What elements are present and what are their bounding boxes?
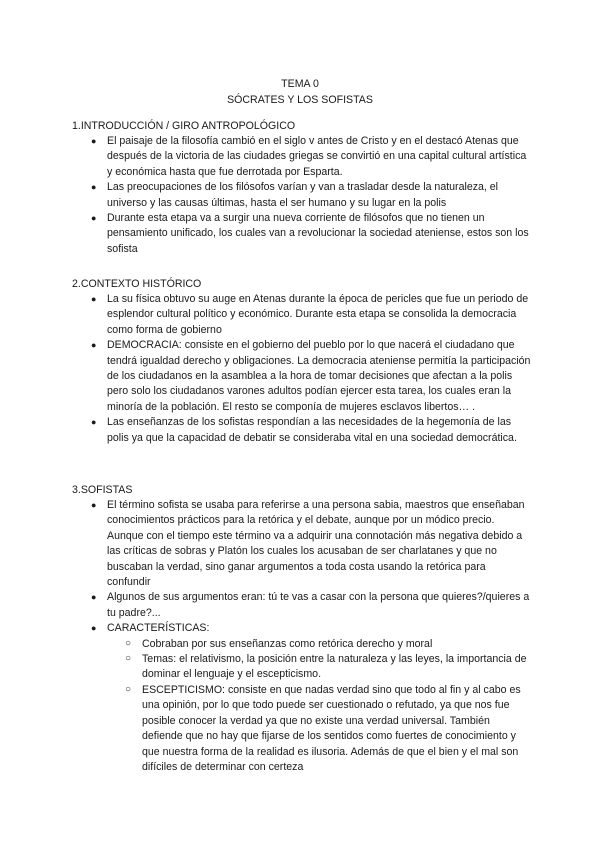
section-heading: 3.SOFISTAS [72,484,133,496]
document-title [0,76,600,108]
sub-list-item [107,683,532,775]
list-item-text: Durante esta etapa va a surgir una nueva corriente de filósofos que no tienen un pensamiento unificado, los cuales van a revolucionar la sociedad ateniense, estos son los sofista [107,212,529,255]
circle-bullet-icon: ○ [125,653,132,665]
sub-list-item-text: Temas: el relativismo, la posición entre la naturaleza y las leyes, la importancia de dominar el lenguaje y el escepticismo. [142,653,527,681]
list-item [72,134,532,180]
list-item [72,180,532,211]
list-item-text: CARACTERÍSTICAS: [107,622,210,635]
bullet-list [72,292,532,446]
bullet-icon: ● [91,592,97,603]
list-item-text: Las preocupaciones de los filósofos varían y van a trasladar desde la naturaleza, el universo y las causas últimas, hasta el ser humano y su lugar en la polis [107,181,499,209]
list-item-text: El término sofista se usaba para referirse a una persona sabia, maestros que enseñaban conocimientos prácticos para la retórica y el debate, aunque por un módico precio. Aunque con el tiempo este término va a adquirir una connotación más negativa debido a las críticas de sobras y Platón los cuales los acusaban de ser charlatanes y que no buscaban la verdad, sino ganar argumentos a toda costa usando la retórica para confundir [107,499,525,589]
list-item [72,590,532,621]
bullet-icon: ● [91,213,97,224]
bullet-icon: ● [91,294,97,304]
sub-bullet-list [107,637,532,776]
circle-bullet-icon: ○ [125,683,132,695]
list-item-text: La su física obtuvo su auge en Atenas durante la época de pericles que fue un periodo de esplendor cultural político y económico. Durante esta etapa se consolida la democracia como forma de gobierno [107,293,529,336]
list-item-text: Las enseñanzas de los sofistas respondían a las necesidades de la hegemonía de las polis ya que la capacidad de debatir se consideraba vital en una sociedad democrática. [107,416,517,444]
bullet-icon: ● [91,136,97,146]
circle-bullet-icon: ○ [125,637,132,649]
section-heading: 2.CONTEXTO HISTÓRICO [72,278,202,290]
bullet-icon: ● [91,623,97,634]
list-item [72,498,532,590]
section-contexto-historico [72,276,532,446]
list-item [72,338,532,415]
bullet-icon: ● [91,340,97,351]
list-item [72,211,532,257]
title-line-2: SÓCRATES Y LOS SOFISTAS [227,94,373,106]
list-item [72,621,532,775]
sub-list-item-text: ESCEPTICISMO: consiste en que nadas verdad sino que todo al fin y al cabo es una opinión, por lo que todo puede ser cuestionado o refutado, ya que nos fue posible conocer la verdad ya que no existe una verdad universal. También defiende que no hay que fijarse de los sentidos como fuertes de conocimiento y que nuestra forma de la realidad es ilusoria. Además de que el bien y el mal son difíciles de determinar con certeza [142,683,521,773]
section-sofistas [72,482,532,775]
sub-list-item [107,637,532,652]
section-introduccion [72,118,532,257]
bullet-list [72,134,532,257]
list-item [72,292,532,338]
bullet-icon: ● [91,417,97,428]
section-heading: 1.INTRODUCCIÓN / GIRO ANTROPOLÓGICO [72,120,296,132]
sub-list-item-text: Cobraban por sus enseñanzas como retórica derecho y moral [142,637,433,650]
list-item-text: DEMOCRACIA: consiste en el gobierno del pueblo por lo que nacerá el ciudadano que tendrá igualdad derecho y obligaciones. La democracia ateniense permitía la participación de los ciudadanos en la asamblea a la hora de tomar decisiones que afectan a la polis pero solo los ciudadanos varones adultos podían ejercer esta tarea, los cuales eran la minoría de la población. El resto se componía de mujeres esclavos libertos… . [107,339,531,413]
list-item-text: El paisaje de la filosofía cambió en el siglo v antes de Cristo y en el destacó Atenas que después de la victoria de las ciudades griegas se convirtió en una capital cultural artística y económica hasta que fue derrotada por Esparta. [107,135,527,178]
bullet-icon: ● [91,500,97,510]
list-item-text: Algunos de sus argumentos eran: tú te vas a casar con la persona que quieres?/quieres a tu padre?... [107,591,530,619]
list-item [72,415,532,446]
sub-list-item [107,652,532,683]
bullet-list [72,498,532,775]
bullet-icon: ● [91,182,97,193]
title-line-1: TEMA 0 [281,78,319,90]
